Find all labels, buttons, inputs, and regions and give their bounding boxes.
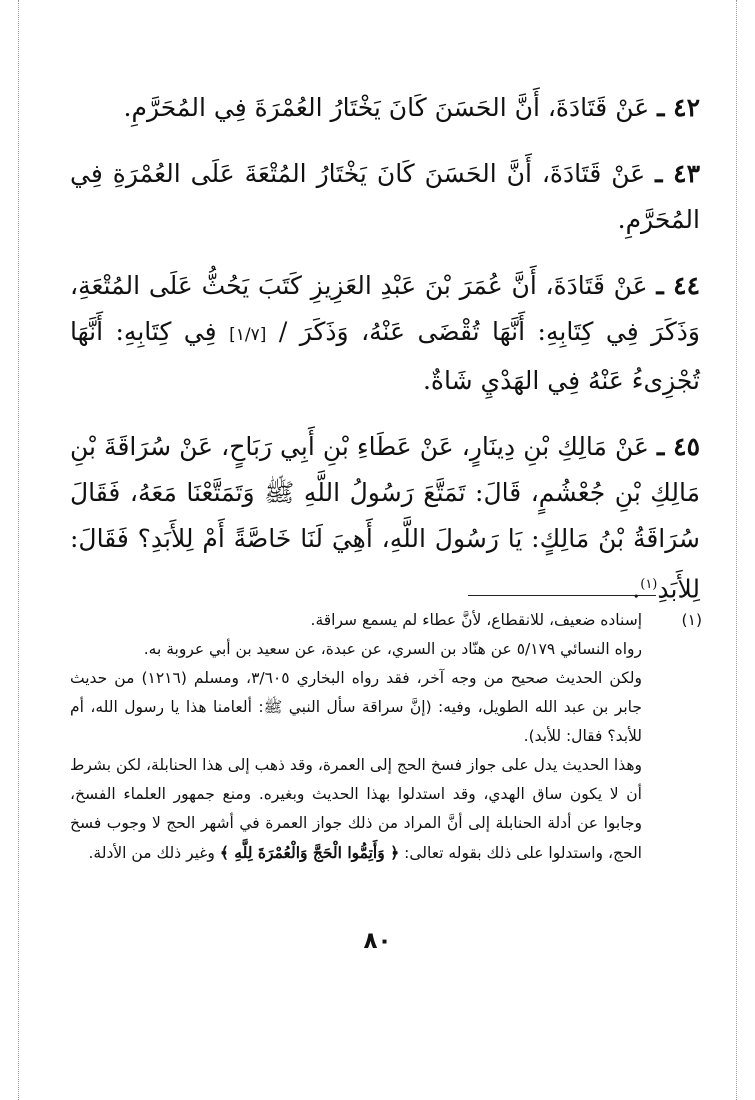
main-text xyxy=(70,85,700,632)
footnotes xyxy=(70,606,702,868)
footnote-text: إسناده ضعيف، للانقطاع، لأنَّ عطاء لم يسمع سراقة. xyxy=(310,611,642,629)
quran-verse: ﴿ وَأَتِمُّوا الْحَجَّ وَالْعُمْرَةَ لِلَّهِ ﴾ xyxy=(219,843,400,862)
hadith-43 xyxy=(70,151,700,243)
footnote-paragraph-1: رواه النسائي ٥/١٧٩ عن هنّاد بن السري، عن عبدة، عن سعيد بن أبي عروبة به. xyxy=(143,640,642,658)
hadith-text: عَنْ قَتَادَةَ، أَنَّ الحَسَنَ كَانَ يَخْتَارُ المُتْعَةَ عَلَى العُمْرَةِ فِي المُحَرَّمِ. xyxy=(70,159,700,234)
hadith-text: عَنْ قَتَادَةَ، أَنَّ الحَسَنَ كَانَ يَخْتَارُ العُمْرَةَ فِي المُحَرَّمِ. xyxy=(123,93,650,122)
hadith-44 xyxy=(70,263,700,404)
hadith-text: عَنْ مَالِكِ بْنِ دِينَارٍ، عَنْ عَطَاءِ بْنِ أَبِي رَبَاحٍ، عَنْ سُرَاقَةَ بْنِ مَالِكِ بْنِ جُعْشُمٍ، قَالَ: تَمَتَّعَ رَسُولُ اللَّهِ ﷺ وَتَمَتَّعْنَا مَعَهُ، فَقَالَ سُرَاقَةُ بْنُ مَالِكٍ: يَا رَسُولَ اللَّهِ، أَهِيَ لَنَا خَاصَّةً أَمْ لِلأَبَدِ؟ فَقَالَ: لِلأَبَدِ xyxy=(70,432,700,604)
footnote-divider xyxy=(468,595,656,596)
manuscript-page-ref: [١/٧] xyxy=(229,325,267,345)
footnote-paragraph-3 xyxy=(70,751,702,868)
page-number: ٨٠ xyxy=(363,928,392,954)
hadith-number: ٤٥ ـ xyxy=(657,432,700,461)
footnote-paragraph-2: ولكن الحديث صحيح من وجه آخر، فقد رواه البخاري ٣/٦٠٥، ومسلم (١٢١٦) من حديث جابر بن عبد الله الطويل، وفيه: (إنَّ سراقة سأل النبي ﷺ: ألعامنا هذا يا رسول الله، أم للأبد؟ فقال: للأبد). xyxy=(70,669,642,745)
hadith-text-continued: فِي كِتَابِهِ: أَنَّهَا تُجْزِىءُ عَنْهُ فِي الهَدْيِ شَاةٌ. xyxy=(70,317,700,395)
footnote-mark: (١) xyxy=(681,611,702,629)
hadith-45: ٤٥ ـ عَنْ مَالِكِ بْنِ دِينَارٍ، عَنْ عَطَاءِ بْنِ أَبِي رَبَاحٍ، عَنْ سُرَاقَةَ بْنِ مَالِكِ بْنِ جُعْشُمٍ، قَالَ: تَمَتَّعَ رَسُولُ اللَّهِ ﷺ وَتَمَتَّعْنَا مَعَهُ، فَقَالَ سُرَاقَةُ بْنُ مَالِكٍ: يَا رَسُولَ اللَّهِ، أَهِيَ لَنَا خَاصَّةً أَمْ لِلأَبَدِ؟ فَقَالَ: لِلأَبَدِ$^{(١)}$. xyxy=(70,432,700,604)
hadith-number: ٤٢ ـ xyxy=(657,93,700,122)
footnote-1 xyxy=(70,606,702,635)
hadith-42 xyxy=(70,85,700,131)
hadith-text: عَنْ قَتَادَةَ، أَنَّ عُمَرَ بْنَ عَبْدِ العَزِيزِ كَتَبَ يَحُثُّ عَلَى المُتْعَةِ، وَذَكَرَ فِي كِتَابِهِ: أَنَّهَا تُقْضَى عَنْهُ، وَذَكَرَ / xyxy=(70,271,701,346)
footnote-paragraph-3-end: وغير ذلك من الأدلة. xyxy=(88,844,215,862)
footnote-paragraph-3-text: وهذا الحديث يدل على جواز فسخ الحج إلى العمرة، وقد ذهب إلى هذا الحنابلة، لكن بشرط أن لا يكون ساق الهدي، وقد استدلوا بهذا الحديث وبغيره. ومنع جمهور العلماء الفسخ، وجابوا عن أدلة الحنابلة إلى أنَّ المراد من ذلك جواز العمرة في أشهر الحج لا وجوب فسخ الحج، واستدلوا على ذلك بقوله تعالى: xyxy=(70,756,642,862)
hadith-number: ٤٤ ـ xyxy=(656,271,700,300)
hadith-number: ٤٣ ـ xyxy=(655,159,701,188)
footnote-ref: (١) xyxy=(640,577,658,592)
